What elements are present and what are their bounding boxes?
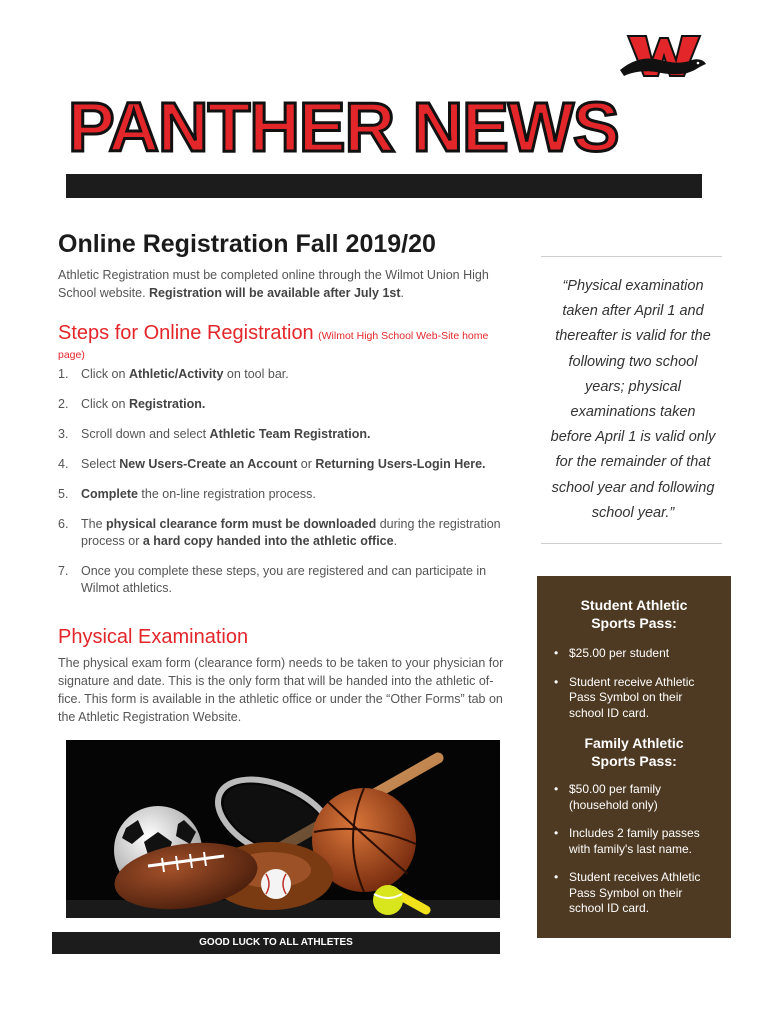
availability-date: Registration will be available after July 1st: [149, 286, 401, 300]
steps-list: [58, 366, 508, 597]
list-item: • Includes 2 family passes with family's last name.: [537, 826, 719, 857]
wilmot-panther-logo-icon: [620, 30, 706, 80]
family-pass-list: [537, 782, 731, 917]
masthead-bar: [66, 174, 702, 198]
list-item: 2. Click on Registration.: [58, 397, 206, 411]
masthead-title: PANTHER NEWS: [68, 88, 619, 166]
list-item: • Student receives Athletic Pass Symbol on their school ID card.: [537, 870, 719, 917]
steps-heading-note: (Wilmot High School Web-Site home page): [58, 330, 489, 361]
student-pass-title: Student Athletic Sports Pass:: [580, 597, 688, 631]
list-item: 7. Once you complete these steps, you are registered and can participate in Wilmot athletics.: [58, 564, 487, 595]
list-item: • $50.00 per family (household only): [537, 782, 719, 813]
quote-divider-top: [541, 256, 722, 257]
list-item: 5. Complete the on-line registration process.: [58, 487, 316, 501]
intro-paragraph: Athletic Registration must be completed online through the Wilmot Union High School website. Registration will be available after July 1st.: [58, 268, 489, 300]
family-pass-title: Family Athletic Sports Pass:: [584, 735, 684, 769]
page-title: Online Registration Fall 2019/20: [58, 230, 436, 258]
physical-exam-heading: Physical Examination: [58, 626, 249, 648]
steps-heading: Steps for Online Registration (Wilmot High School Web-Site home page): [58, 322, 489, 361]
list-item: • Student receive Athletic Pass Symbol on their school ID card.: [537, 675, 719, 722]
list-item: 4. Select New Users-Create an Account or Returning Users-Login Here.: [58, 457, 486, 471]
photo-caption: GOOD LUCK TO ALL ATHLETES: [52, 932, 500, 954]
sports-pass-box: [537, 576, 731, 938]
quote-divider-bottom: [541, 543, 722, 544]
sports-equipment-photo: [66, 740, 500, 918]
list-item: 3. Scroll down and select Athletic Team Registration.: [58, 427, 371, 441]
student-pass-list: [537, 646, 731, 721]
list-item: 6. The physical clearance form must be downloaded during the registration process or a hard copy handed into the athletic office.: [58, 517, 501, 548]
list-item: 1. Click on Athletic/Activity on tool bar.: [58, 367, 289, 381]
physical-exam-paragraph: The physical exam form (clearance form) needs to be taken to your physician for signature and date. This is the only form that will be handed into the athletic of-fice. This form is available in the athletic office or under the “Other Forms” tab on the Athletic Registration Website.: [58, 656, 504, 724]
list-item: • $25.00 per student: [537, 646, 719, 662]
physical-exam-quote: “Physical examination taken after April 1 and thereafter is valid for the following two school years; physical examinations taken before April 1 is valid only for the remainder of that school year and following school year.”: [550, 278, 716, 521]
